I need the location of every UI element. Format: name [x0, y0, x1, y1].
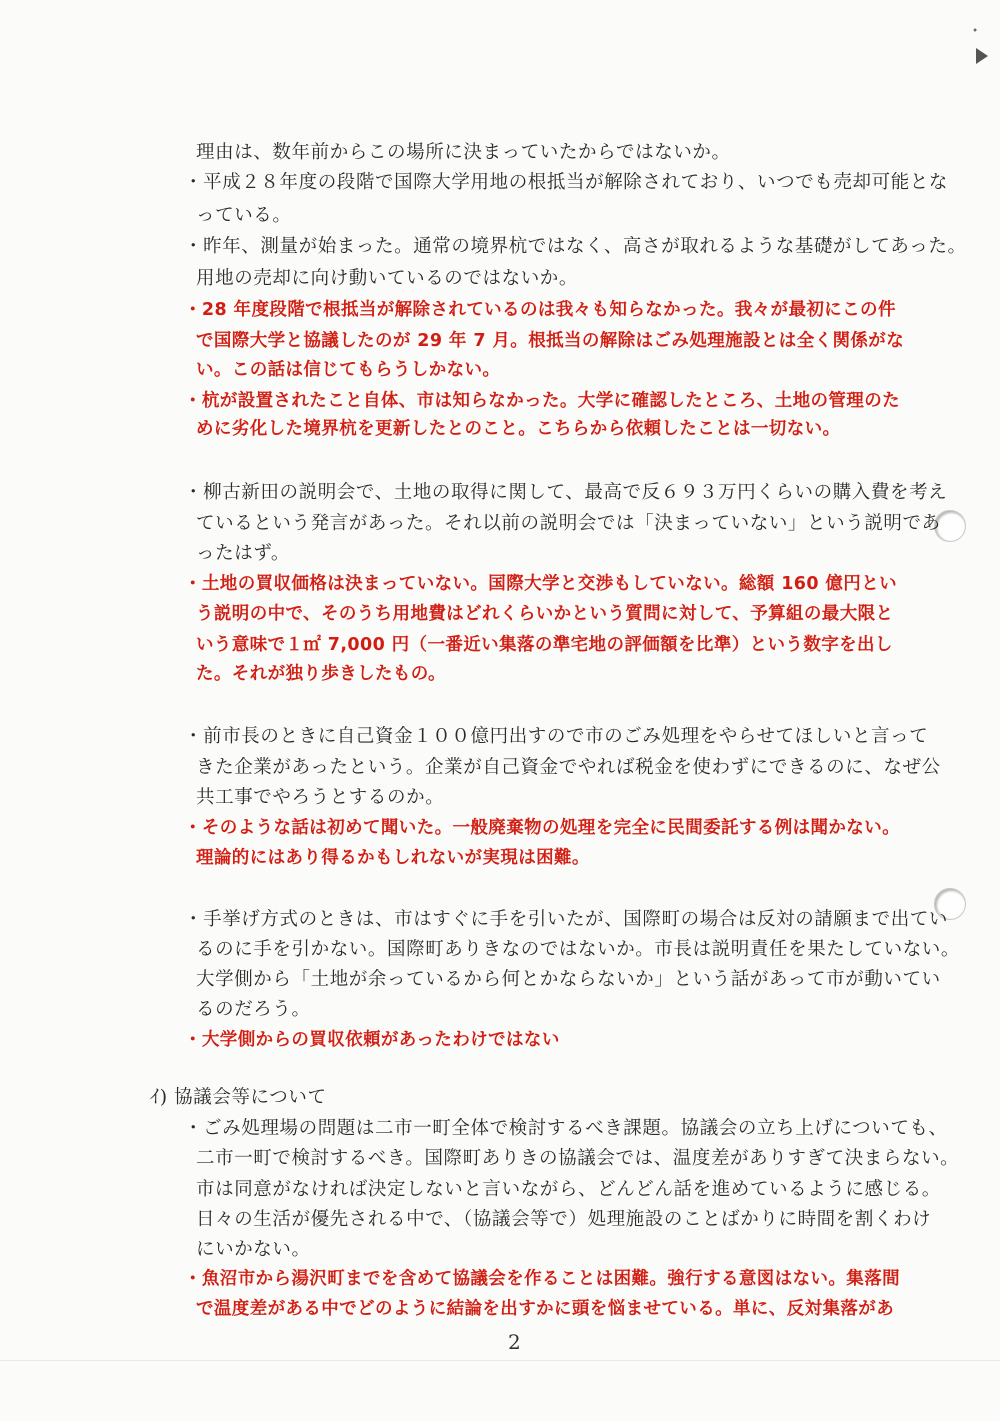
response-line: で温度差がある中でどのように結論を出すかに頭を悩ませている。単に、反対集落があ — [196, 1299, 895, 1319]
comment-line: きた企業があったという。企業が自己資金でやれば税金を使わずにできるのに、なぜ公 — [196, 757, 941, 778]
comment-line: 二市一町で検討するべき。国際町ありきの協議会では、温度差がありすぎて決まらない。 — [196, 1148, 960, 1169]
comment-line: ・手挙げ方式のときは、市はすぐに手を引いたが、国際町の場合は反対の請願まで出てい — [184, 909, 949, 930]
comment-line: 市は同意がなければ決定しないと言いながら、どんどん話を進めているように感じる。 — [196, 1179, 941, 1200]
comment-line: 用地の売却に向け動いているのではないか。 — [196, 268, 579, 289]
response-line: ・28 年度段階で根抵当が解除されているのは我々も知らなかった。我々が最初にこの件 — [184, 300, 896, 320]
comment-line: 日々の生活が優先される中で、（協議会等で）処理施設のことばかりに時間を割くわけ — [196, 1209, 932, 1230]
comment-line: ・昨年、測量が始まった。通常の境界杭ではなく、高さが取れるような基礎がしてあった。 — [184, 236, 967, 257]
comment-line: 大学側から「土地が余っているから何とかならないか」という話があって市が動いてい — [196, 969, 941, 990]
comment-line: るのだろう。 — [196, 999, 311, 1020]
response-line: た。それが独り歩きしたもの。 — [196, 664, 446, 684]
comment-line: ・平成２８年度の段階で国際大学用地の根抵当が解除されており、いつでも売却可能とな — [184, 172, 949, 193]
comment-line: るのに手を引かない。国際町ありきなのではないか。市長は説明責任を果たしていない。 — [196, 939, 961, 960]
response-line: ・土地の買収価格は決まっていない。国際大学と交渉もしていない。総額 160 億円とい — [184, 574, 898, 594]
comment-line: ・ごみ処理場の問題は二市一町全体で検討するべき課題。協議会の立ち上げについても、 — [184, 1118, 948, 1139]
response-line: ・杭が設置されたこと自体、市は知らなかった。大学に確認したところ、土地の管理のた — [184, 391, 900, 411]
response-line: ・そのような話は初めて聞いた。一般廃棄物の処理を完全に民間委託する例は聞かない。 — [184, 818, 900, 838]
comment-line: ているという発言があった。それ以前の説明会では「決まっていない」という説明であ — [196, 513, 941, 534]
response-line: ・魚沼市から湯沢町までを含めて協議会を作ることは困難。強行する意図はない。集落間 — [184, 1269, 900, 1289]
response-line: う説明の中で、そのうち用地費はどれくらいかという質問に対して、予算組の最大限と — [196, 604, 894, 624]
comment-line: ｲ) 協議会等について — [150, 1087, 327, 1108]
comment-line: 理由は、数年前からこの場所に決まっていたからではないか。 — [196, 142, 731, 163]
comment-line: ったはず。 — [196, 543, 291, 564]
comment-line: ・柳古新田の説明会で、土地の取得に関して、最高で反６９３万円くらいの購入費を考え — [184, 482, 948, 503]
response-line: めに劣化した境界杭を更新したとのこと。こちらから依頼したことは一切ない。 — [196, 419, 841, 439]
page-number: 2 — [508, 1330, 521, 1354]
scan-artifact — [0, 1360, 1000, 1361]
comment-line: ・前市長のときに自己資金１００億円出すので市のごみ処理をやらせてほしいと言って — [184, 726, 929, 747]
response-line: 理論的にはあり得るかもしれないが実現は困難。 — [196, 848, 590, 868]
corner-arrow-icon — [976, 48, 988, 64]
comment-line: っている。 — [196, 205, 292, 226]
response-line: いう意味で１㎡ 7,000 円（一番近い集落の準宅地の評価額を比準）という数字を出し — [196, 635, 893, 655]
comment-line: にいかない。 — [196, 1239, 311, 1260]
response-line: ・大学側からの買収依頼があったわけではない — [184, 1030, 560, 1050]
response-line: い。この話は信じてもらうしかない。 — [196, 360, 501, 380]
response-line: で国際大学と協議したのが 29 年 7 月。根抵当の解除はごみ処理施設とは全く関係がな — [196, 331, 905, 351]
corner-dot: • — [972, 26, 978, 37]
comment-line: 共工事でやろうとするのか。 — [196, 787, 445, 808]
